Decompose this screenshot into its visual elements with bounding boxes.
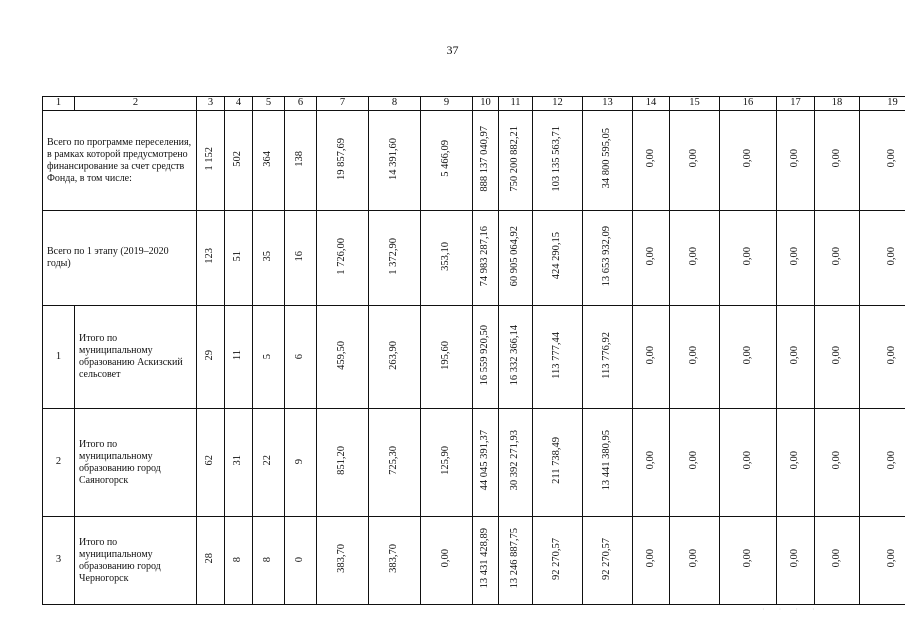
table-cell: 6 — [294, 353, 306, 359]
table-cell: 364 — [262, 150, 274, 167]
column-number: 18 — [815, 97, 860, 111]
table-cell: 62 — [204, 455, 216, 466]
column-number: 19 — [860, 97, 905, 111]
table-cell: 0,00 — [830, 345, 842, 365]
table-cell: 0 — [294, 557, 306, 563]
table-cell: 0,00 — [644, 451, 656, 470]
table-row — [43, 306, 905, 409]
row-name: Всего по 1 этапу (2019–2020 годы) — [43, 211, 197, 306]
table-cell: 16 — [294, 250, 306, 262]
table-cell: 502 — [232, 150, 244, 167]
column-number: 16 — [720, 97, 777, 111]
table-cell: 0,00 — [741, 451, 753, 470]
column-number: 1 — [43, 97, 75, 111]
table-row — [43, 409, 905, 517]
table-cell: 16 559 920,50 — [479, 324, 491, 386]
table-cell: 0,00 — [688, 549, 700, 568]
table-cell: 51 — [232, 250, 244, 262]
table-cell: 123 — [204, 248, 216, 264]
table-row — [43, 517, 905, 605]
column-number: 13 — [583, 97, 633, 111]
table-cell: 0,00 — [741, 149, 753, 168]
row-name: Итого по муниципальному образованию город Черногорск — [75, 517, 197, 605]
table-cell: 16 332 366,14 — [509, 324, 521, 386]
table-cell: 0,00 — [830, 549, 842, 568]
table-cell: 113 776,92 — [601, 331, 613, 379]
table-cell: 60 905 064,92 — [509, 225, 521, 287]
scan-artifact: · · · · — [762, 605, 821, 614]
table-cell: 13 246 887,75 — [509, 528, 521, 589]
row-name: Итого по муниципальному образованию город Саяногорск — [75, 409, 197, 517]
table-cell: 195,60 — [440, 340, 452, 370]
table-cell: 0,00 — [830, 246, 842, 266]
column-number: 4 — [225, 97, 253, 111]
table-cell: 113 777,44 — [551, 331, 563, 379]
table-cell: 0,00 — [789, 451, 801, 470]
table-cell: 28 — [204, 553, 216, 564]
table-cell: 0,00 — [789, 345, 801, 365]
table-cell: 459,50 — [336, 340, 348, 370]
table-cell: 8 — [262, 557, 274, 563]
table-cell: 0,00 — [644, 149, 656, 168]
table-cell: 9 — [294, 459, 306, 465]
table-cell: 14 391,60 — [388, 137, 400, 180]
table-cell: 851,20 — [336, 446, 348, 475]
table-cell: 0,00 — [741, 345, 753, 365]
table-cell: 5 — [262, 353, 274, 359]
table-row — [43, 111, 905, 211]
row-number: 2 — [43, 409, 75, 517]
table-cell: 138 — [294, 150, 306, 167]
table-cell: 0,00 — [440, 549, 452, 568]
table-cell: 125,90 — [440, 446, 452, 475]
table-cell: 19 857,69 — [336, 137, 348, 180]
table-cell: 31 — [232, 455, 244, 466]
table-cell: 13 431 428,89 — [479, 528, 491, 589]
table-cell: 0,00 — [830, 451, 842, 470]
table-cell: 424 290,15 — [551, 232, 563, 280]
table-cell: 888 137 040,97 — [479, 125, 491, 192]
table-row — [43, 211, 905, 306]
table-cell: 0,00 — [644, 246, 656, 266]
table-cell: 0,00 — [741, 549, 753, 568]
column-number: 17 — [777, 97, 815, 111]
table-cell: 35 — [262, 250, 274, 262]
table-cell: 30 392 271,93 — [509, 430, 521, 491]
column-number: 5 — [253, 97, 285, 111]
table-cell: 8 — [232, 557, 244, 563]
table-cell: 383,70 — [388, 544, 400, 573]
table-cell: 92 270,57 — [601, 537, 613, 580]
table-cell: 0,00 — [789, 149, 801, 168]
column-number: 9 — [421, 97, 473, 111]
table-cell: 22 — [262, 455, 274, 466]
column-number: 3 — [197, 97, 225, 111]
table-cell: 13 653 932,09 — [601, 225, 613, 287]
column-number: 10 — [473, 97, 499, 111]
table-cell: 92 270,57 — [551, 537, 563, 580]
table-cell: 1 726,00 — [336, 237, 348, 275]
table-cell: 211 738,49 — [551, 437, 563, 484]
table-cell: 13 441 380,95 — [601, 430, 613, 491]
table-cell: 5 466,09 — [440, 140, 452, 177]
table-cell: 74 983 287,16 — [479, 225, 491, 287]
table-cell: 11 — [232, 349, 244, 361]
column-number: 6 — [285, 97, 317, 111]
table-cell: 0,00 — [644, 345, 656, 365]
resettlement-table — [42, 96, 905, 605]
table-cell: 0,00 — [886, 451, 898, 470]
table-cell: 1 152 — [204, 146, 216, 171]
table-cell: 0,00 — [830, 149, 842, 168]
table-cell: 0,00 — [688, 246, 700, 266]
table-cell: 103 135 563,71 — [551, 125, 563, 192]
row-number: 1 — [43, 306, 75, 409]
table-cell: 44 045 391,37 — [479, 430, 491, 491]
table-cell: 750 200 882,21 — [509, 125, 521, 192]
page-number: 37 — [446, 43, 459, 57]
table-cell: 263,90 — [388, 340, 400, 370]
table-cell: 0,00 — [741, 246, 753, 266]
column-number: 2 — [75, 97, 197, 111]
row-name: Всего по программе переселения, в рамках которой предусмотрено финансирование за счет средств Фонда, в том числе: — [43, 111, 197, 211]
table-cell: 0,00 — [886, 149, 898, 168]
table-cell: 0,00 — [688, 345, 700, 365]
row-number: 3 — [43, 517, 75, 605]
table-cell: 1 372,90 — [388, 237, 400, 275]
table-cell: 725,30 — [388, 446, 400, 475]
header-row — [43, 97, 905, 111]
table-cell: 0,00 — [886, 549, 898, 568]
table-cell: 34 800 595,05 — [601, 128, 613, 189]
column-number: 11 — [499, 97, 533, 111]
column-number: 14 — [633, 97, 670, 111]
table-cell: 0,00 — [789, 246, 801, 266]
column-number: 15 — [670, 97, 720, 111]
table-cell: 0,00 — [644, 549, 656, 568]
column-number: 7 — [317, 97, 369, 111]
table-cell: 383,70 — [336, 544, 348, 573]
table-cell: 0,00 — [886, 246, 898, 266]
table-cell: 353,10 — [440, 241, 452, 271]
table-cell: 0,00 — [886, 345, 898, 365]
row-name: Итого по муниципальному образованию Аскизский сельсовет — [75, 306, 197, 409]
table-cell: 0,00 — [688, 149, 700, 168]
table-cell: 29 — [204, 349, 216, 361]
column-number: 12 — [533, 97, 583, 111]
table-cell: 0,00 — [688, 451, 700, 470]
column-number: 8 — [369, 97, 421, 111]
table-cell: 0,00 — [789, 549, 801, 568]
